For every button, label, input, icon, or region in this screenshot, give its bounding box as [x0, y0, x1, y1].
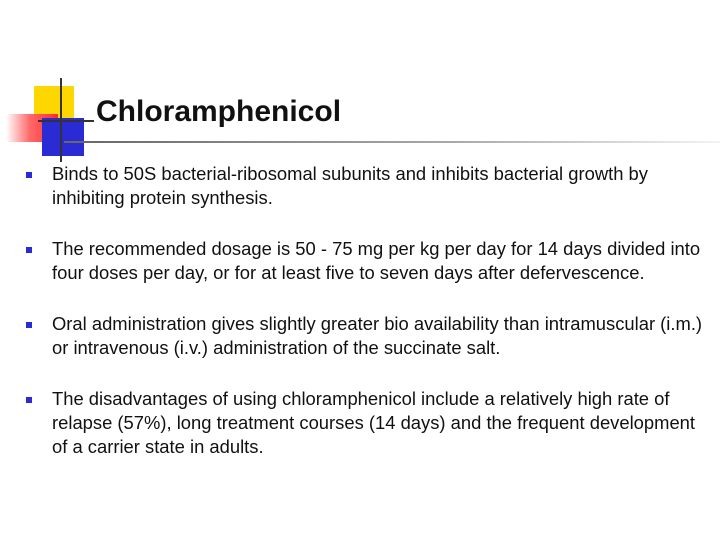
bullet-square-icon [26, 322, 32, 328]
bullet-square-icon [26, 247, 32, 253]
bullet-text: Binds to 50S bacterial-ribosomal subunits and inhibits bacterial growth by inhibiting protein synthesis. [52, 163, 648, 208]
bullet-square-icon [26, 172, 32, 178]
bullet-item [26, 312, 706, 360]
bullet-item [26, 387, 706, 459]
bullet-item [26, 237, 706, 285]
bullet-text: Oral administration gives slightly greater bio availability than intramuscular (i.m.) or intravenous (i.v.) administration of the succinate salt. [52, 313, 703, 358]
bullet-square-icon [26, 397, 32, 403]
bullet-list [26, 162, 706, 486]
decoration-horizontal-line [38, 120, 94, 122]
bullet-text: The disadvantages of using chloramphenicol include a relatively high rate of relapse (57%), long treatment courses (14 days) and the frequent development of a carrier state in adults. [52, 388, 696, 457]
bullet-item [26, 162, 706, 210]
slide-title: Chloramphenicol [96, 95, 342, 128]
title-decoration [0, 0, 110, 170]
decoration-blue-square [42, 118, 84, 156]
bullet-text: The recommended dosage is 50 - 75 mg per kg per day for 14 days divided into four doses per day, or for at least five to seven days after defervescence. [52, 238, 701, 283]
title-underline [64, 141, 720, 143]
